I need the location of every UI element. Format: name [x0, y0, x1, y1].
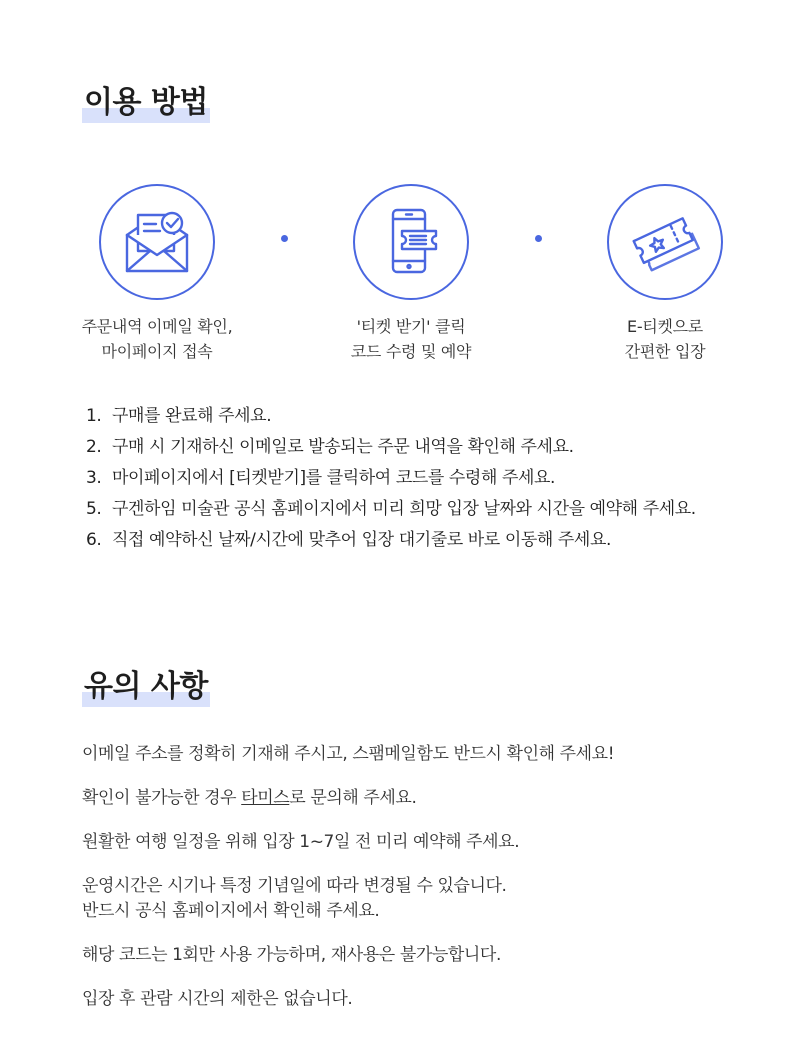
step-email-circle	[99, 184, 215, 300]
list-item: 6. 직접 예약하신 날짜/시간에 맞추어 입장 대기줄로 바로 이동해 주세요.	[86, 530, 611, 550]
step-separator-dot	[535, 235, 542, 242]
note-viewing-time: 입장 후 관람 시간의 제한은 없습니다.	[82, 989, 353, 1009]
step-email	[47, 184, 267, 364]
notes-title: 유의 사항	[82, 667, 210, 707]
list-item: 1. 구매를 완료해 주세요.	[86, 406, 272, 426]
how-to-use-list	[86, 401, 696, 556]
step-email-caption: 주문내역 이메일 확인, 마이페이지 접속	[81, 317, 233, 361]
ticket-icon	[629, 206, 701, 278]
step-eticket	[555, 184, 775, 364]
step-receive-ticket	[301, 184, 521, 364]
note-code-usage: 해당 코드는 1회만 사용 가능하며, 재사용은 불가능합니다.	[82, 945, 501, 965]
note-email-check: 이메일 주소를 정확히 기재해 주시고, 스팸메일함도 반드시 확인해 주세요!	[82, 744, 615, 764]
list-item: 2. 구매 시 기재하신 이메일로 발송되는 주문 내역을 확인해 주세요.	[86, 437, 574, 457]
note-contact: 확인이 불가능한 경우 타미스로 문의해 주세요.	[82, 788, 417, 808]
list-item: 5. 구겐하임 미술관 공식 홈페이지에서 미리 희망 입장 날짜와 시간을 예약해 주세요.	[86, 499, 696, 519]
list-item: 3. 마이페이지에서 [티켓받기]를 클릭하여 코드를 수령해 주세요.	[86, 468, 556, 488]
step-receive-caption: '티켓 받기' 클릭 코드 수령 및 예약	[350, 317, 472, 361]
note-reservation: 원활한 여행 일정을 위해 입장 1~7일 전 미리 예약해 주세요.	[82, 832, 520, 852]
how-to-use-title: 이용 방법	[82, 83, 210, 123]
envelope-check-icon	[122, 207, 192, 277]
step-receive-circle	[353, 184, 469, 300]
steps-row	[0, 184, 800, 364]
step-separator-dot	[281, 235, 288, 242]
smartphone-ticket-icon	[376, 207, 446, 277]
step-eticket-caption: E-티켓으로 간편한 입장	[624, 317, 706, 361]
notes-list	[82, 742, 782, 1031]
step-eticket-circle	[607, 184, 723, 300]
note-hours: 운영시간은 시기나 특정 기념일에 따라 변경될 수 있습니다. 반드시 공식 홈페이지에서 확인해 주세요.	[82, 876, 507, 921]
tamis-link[interactable]: 타미스	[241, 788, 290, 808]
